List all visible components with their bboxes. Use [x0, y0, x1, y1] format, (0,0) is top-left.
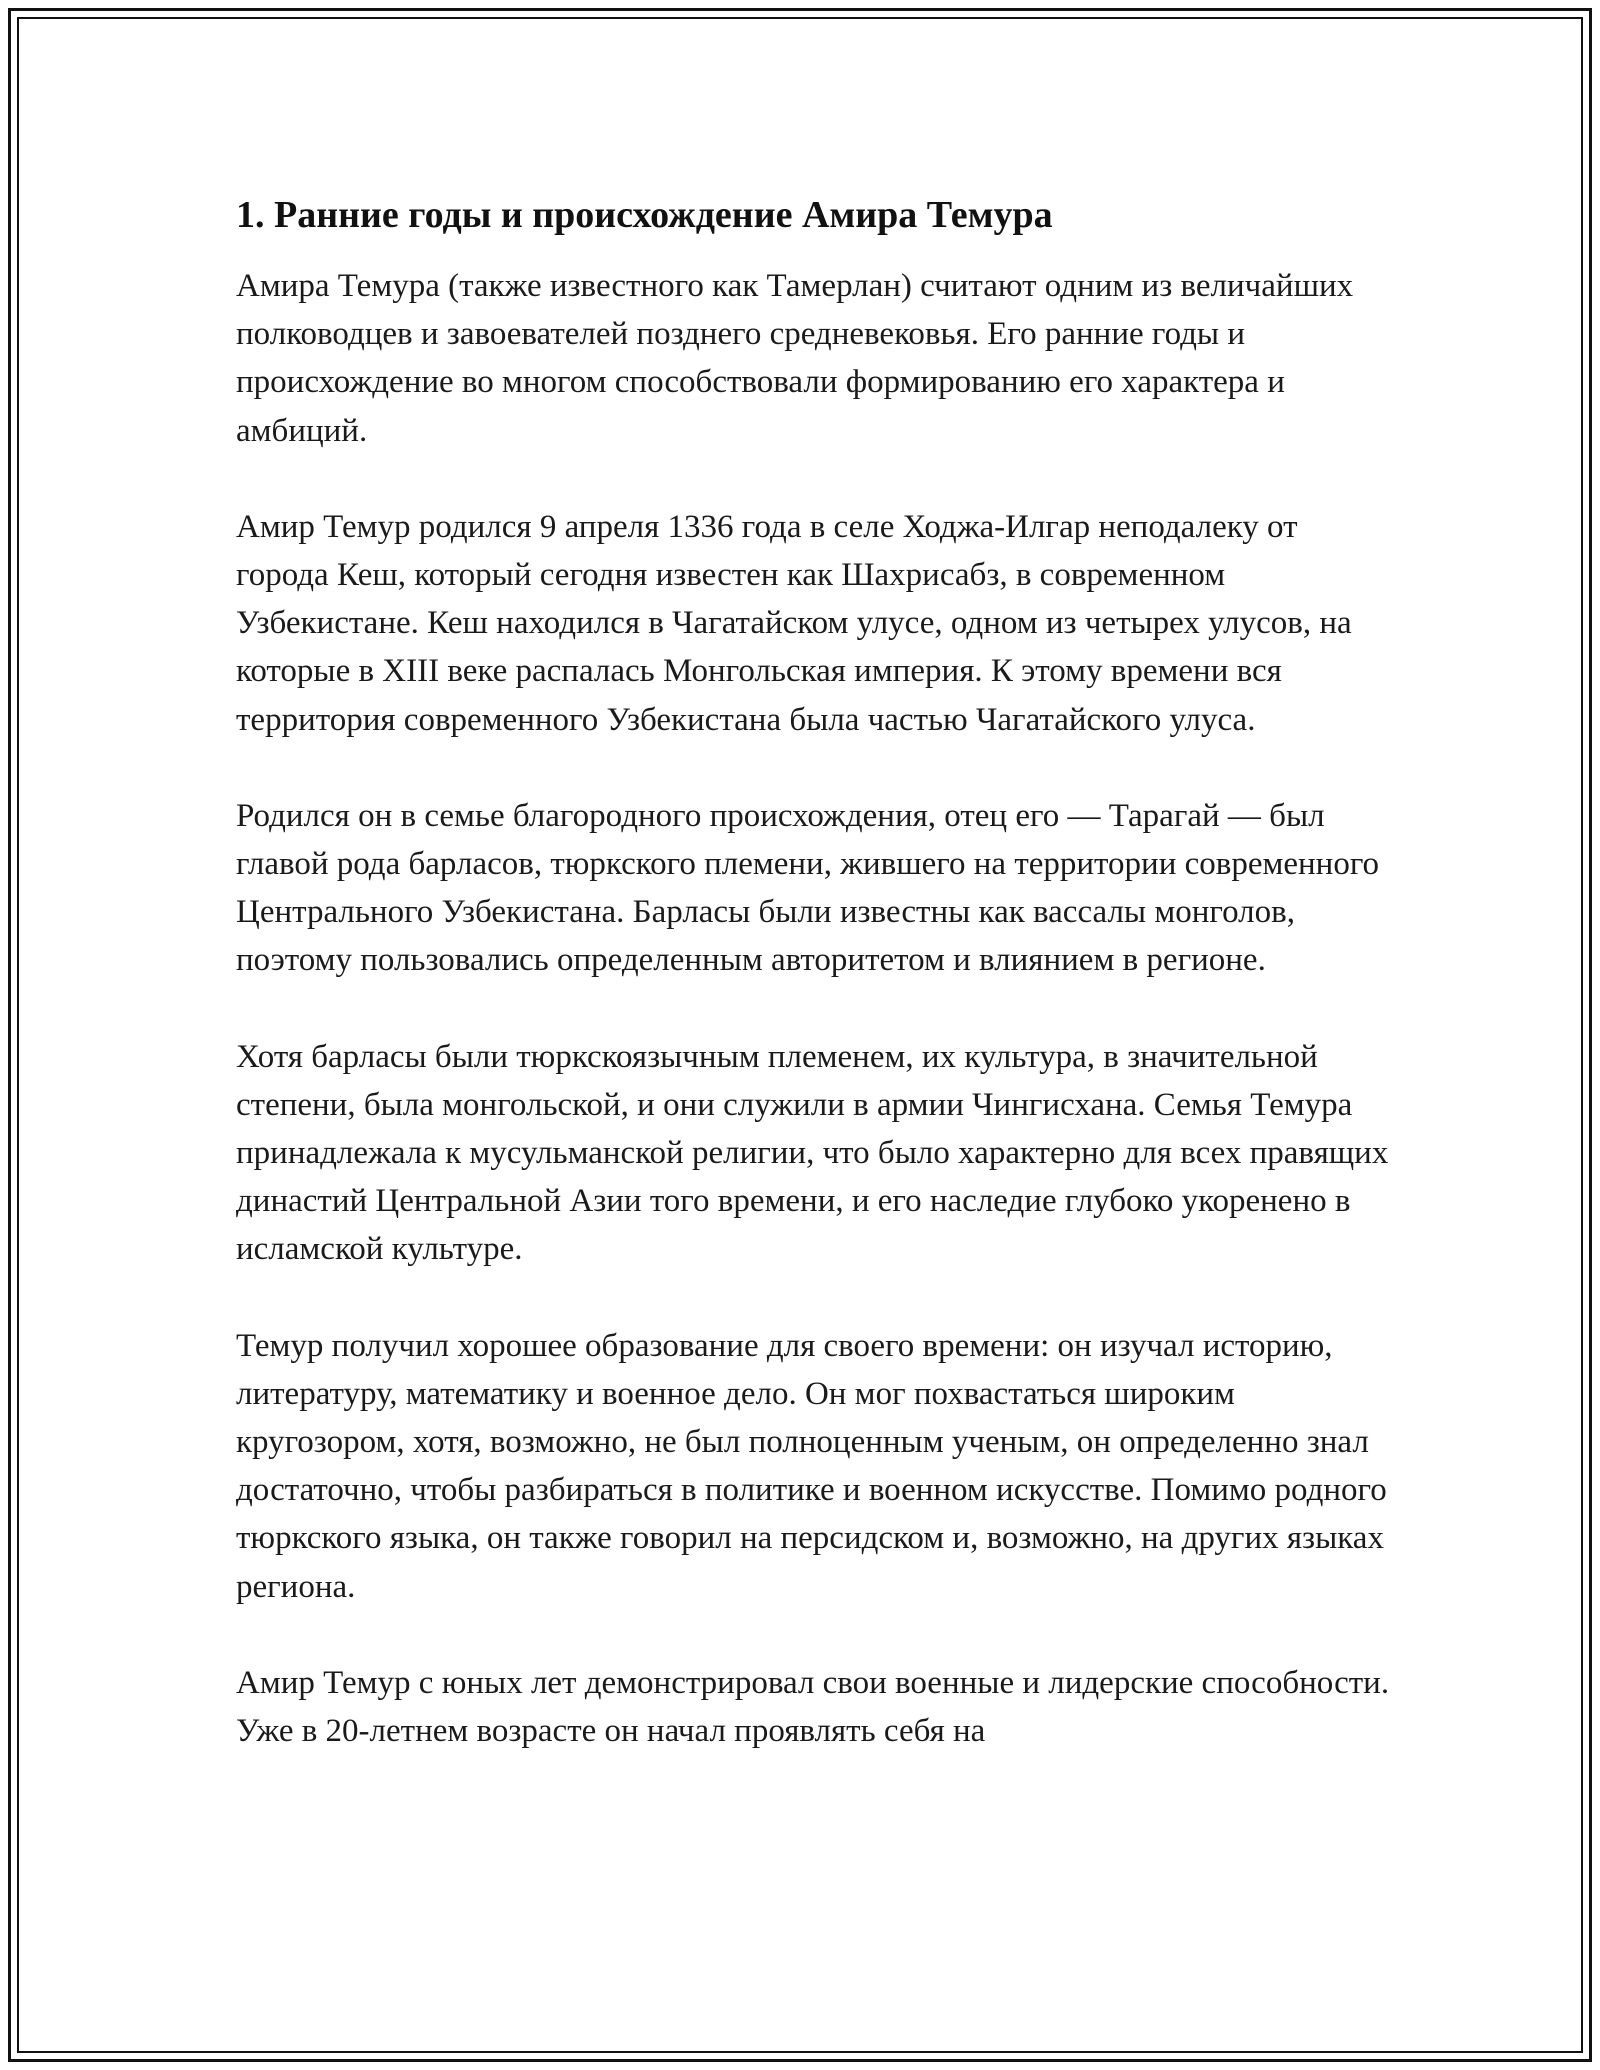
paragraph-youth: Амир Темур с юных лет демонстрировал свои военные и лидерские способности. Уже в 20-летнем возрасте он начал проявлять себя на	[236, 1664, 1390, 1750]
section-heading: 1. Ранние годы и происхождение Амира Темура	[236, 194, 1053, 236]
paragraph-education: Темур получил хорошее образование для своего времени: он изучал историю, литературу, математику и военное дело. Он мог похвастаться широким кругозором, хотя, возможно, не был полноценным ученым, он определенно знал достаточно, чтобы разбираться в политике и военном искусстве. Помимо родного тюркского языка, он также говорил на персидском и, возможно, на других языках региона.	[236, 1327, 1387, 1605]
paragraph-culture: Хотя барласы были тюркскоязычным племенем, их культура, в значительной степени, была монгольской, и они служили в армии Чингисхана. Семья Темура принадлежала к мусульманской религии, что было характерно для всех правящих династий Центральной Азии того времени, и его наследие глубоко укоренено в исламской культуре.	[236, 1038, 1389, 1268]
paragraph-intro: Амира Темура (также известного как Тамерлан) считают одним из величайших полководцев и завоевателей позднего средневековья. Его ранние годы и происхождение во многом способствовали формированию его характера и амбиций.	[236, 268, 1354, 449]
paragraph-birth: Амир Темур родился 9 апреля 1336 года в селе Ходжа-Илгар неподалеку от города Кеш, который сегодня известен как Шахрисабз, в современном Узбекистане. Кеш находился в Чагатайском улусе, одном из четырех улусов, на которые в XIII веке распалась Монгольская империя. К этому времени вся территория современного Узбекистана была частью Чагатайского улуса.	[236, 508, 1352, 738]
document-body	[236, 188, 1396, 1755]
paragraph-family: Родился он в семье благородного происхождения, отец его — Тарагай — был главой рода барласов, тюркского племени, жившего на территории современного Центрального Узбекистана. Барласы были известны как вассалы монголов, поэтому пользовались определенным авторитетом и влиянием в регионе.	[236, 797, 1380, 979]
